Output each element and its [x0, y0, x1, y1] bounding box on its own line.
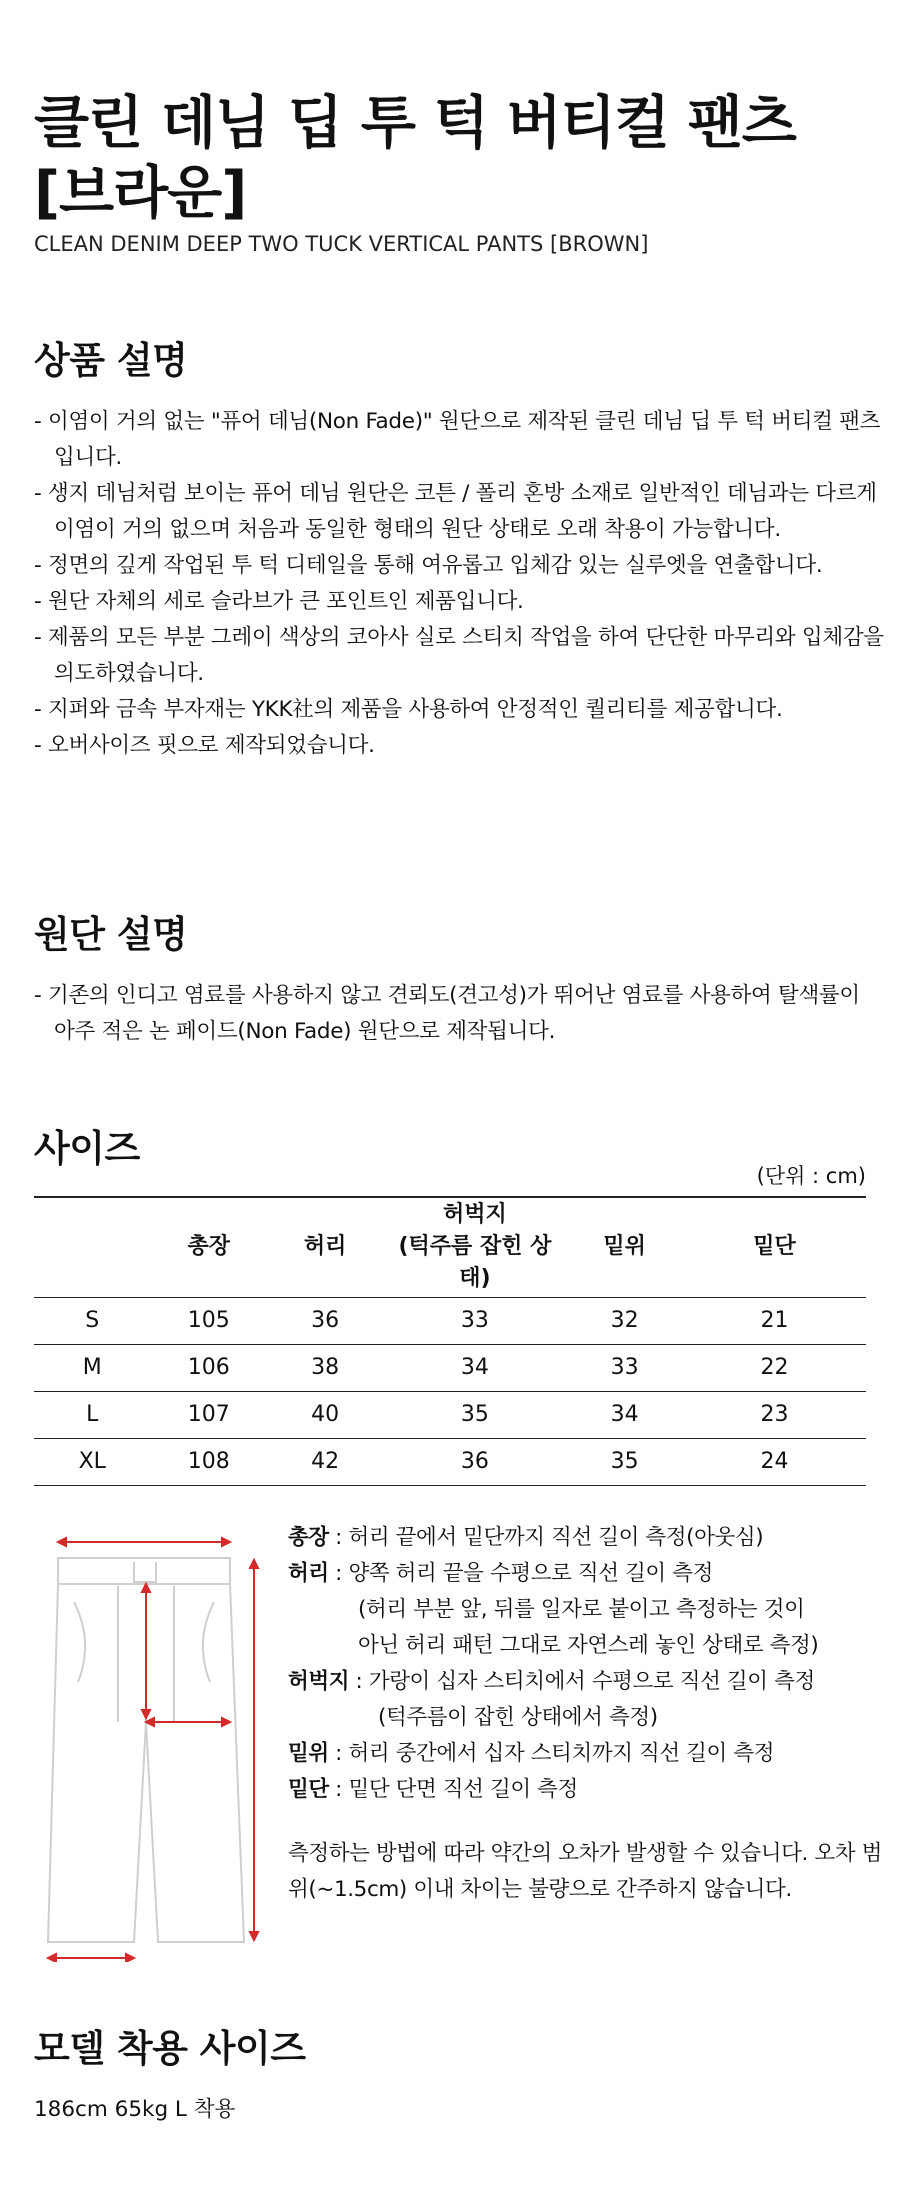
size-cell: L — [86, 1402, 99, 1427]
size-cell: 42 — [311, 1449, 340, 1474]
model-heading: 모델 착용 사이즈 — [34, 2027, 306, 2070]
model-size-text: 186cm 65kg L 착용 — [34, 2097, 236, 2122]
description-item: - 제품의 모든 부분 그레이 색상의 코아사 실로 스티치 작업을 하여 단단한 마무리와 입체감을 의도하였습니다. — [34, 625, 884, 686]
size-cell: 32 — [610, 1308, 639, 1333]
measure-label: 총장 — [288, 1525, 329, 1550]
size-unit: (단위 : cm) — [756, 1164, 866, 1188]
measure-error-note: 측정하는 방법에 따라 약간의 오차가 발생할 수 있습니다. 오차 범위(~1.5cm) 이내 차이는 불량으로 간주하지 않습니다. — [288, 1841, 882, 1902]
size-heading: 사이즈 — [34, 1127, 140, 1170]
description-item: - 이염이 거의 없는 "퓨어 데님(Non Fade)" 원단으로 제작된 클린 데님 딥 투 턱 버티컬 팬츠입니다. — [34, 409, 881, 470]
measure-text: : 가랑이 십자 스티치에서 수평으로 직선 길이 측정 — [349, 1669, 815, 1694]
fabric-item: - 기존의 인디고 염료를 사용하지 않고 견뢰도(견고성)가 뛰어난 염료를 사용하여 탈색률이 아주 적은 논 페이드(Non Fade) 원단으로 제작됩니다. — [34, 983, 860, 1044]
size-cell: 36 — [460, 1449, 489, 1474]
size-cell: 33 — [610, 1355, 639, 1380]
table-row — [34, 1391, 866, 1438]
description-item: - 정면의 깊게 작업된 투 턱 디테일을 통해 여유롭고 입체감 있는 실루엣을 연출합니다. — [34, 553, 823, 578]
product-title: 클린 데님 딥 투 턱 버티컬 팬츠 [브라운] — [34, 90, 796, 226]
size-cell: 21 — [760, 1308, 789, 1333]
size-cell: 35 — [460, 1402, 489, 1427]
measure-arrows — [48, 1538, 258, 1962]
measure-guide — [288, 1520, 888, 1808]
size-col-header: 총장 — [187, 1234, 230, 1260]
size-cell: 105 — [187, 1308, 230, 1333]
size-cell: 35 — [610, 1449, 639, 1474]
measure-thigh — [288, 1664, 888, 1700]
product-subtitle: CLEAN DENIM DEEP TWO TUCK VERTICAL PANTS [BROWN] — [34, 232, 649, 256]
measure-hem — [288, 1772, 888, 1808]
size-cell: 34 — [610, 1402, 639, 1427]
size-cell: 24 — [760, 1449, 789, 1474]
size-cell: 38 — [311, 1355, 340, 1380]
measure-waist — [288, 1556, 888, 1592]
description-heading: 상품 설명 — [34, 339, 188, 382]
measure-waist-note: (허리 부분 앞, 뒤를 일자로 붙이고 측정하는 것이 — [358, 1597, 805, 1622]
measure-waist-note: 아닌 허리 패턴 그대로 자연스레 놓인 상태로 측정) — [358, 1633, 819, 1658]
size-cell: 22 — [760, 1355, 789, 1380]
table-row — [34, 1297, 866, 1344]
measure-label: 밑위 — [288, 1741, 329, 1766]
fabric-heading: 원단 설명 — [34, 913, 188, 956]
size-cell: 40 — [311, 1402, 340, 1427]
table-row — [34, 1344, 866, 1391]
size-cell: 34 — [460, 1355, 489, 1380]
thigh-label: 허벅지 — [443, 1202, 507, 1228]
size-col-header: 허리 — [303, 1234, 347, 1260]
size-cell: 36 — [311, 1308, 340, 1333]
description-list — [34, 404, 884, 764]
measure-label: 밑단 — [288, 1777, 329, 1802]
measure-text: : 허리 끝에서 밑단까지 직선 길이 측정(아웃심) — [328, 1525, 764, 1550]
description-item: - 생지 데님처럼 보이는 퓨어 데님 원단은 코튼 / 폴리 혼방 소재로 일반적인 데님과는 다르게 이염이 거의 없으며 처음과 동일한 형태의 원단 상태로 오래 착용이 가능합니다. — [34, 481, 877, 542]
size-cell: 106 — [187, 1355, 230, 1380]
size-col-header — [34, 1197, 150, 1297]
size-col-header: 밑단 — [753, 1234, 796, 1260]
measure-total — [288, 1520, 888, 1556]
size-cell: 107 — [187, 1402, 230, 1427]
measure-label: 허리 — [288, 1561, 329, 1586]
pants-measure-diagram — [34, 1522, 270, 1962]
size-cell: 23 — [760, 1402, 789, 1427]
measure-text: : 밑단 단면 직선 길이 측정 — [328, 1777, 578, 1802]
size-cell: M — [82, 1355, 102, 1380]
measure-text: : 양쪽 허리 끝을 수평으로 직선 길이 측정 — [328, 1561, 713, 1586]
measure-text: : 허리 중간에서 십자 스티치까지 직선 길이 측정 — [328, 1741, 775, 1766]
size-cell: XL — [78, 1449, 106, 1474]
measure-label: 허벅지 — [288, 1669, 350, 1694]
description-item: - 원단 자체의 세로 슬라브가 큰 포인트인 제품입니다. — [34, 589, 524, 614]
description-item: - 지퍼와 금속 부자재는 YKK社의 제품을 사용하여 안정적인 퀄리티를 제공합니다. — [34, 697, 783, 722]
size-cell: 33 — [460, 1308, 489, 1333]
size-cell: S — [85, 1308, 100, 1333]
fabric-list — [34, 978, 884, 1050]
size-col-header: 밑위 — [603, 1234, 646, 1260]
thigh-sub-label: (턱주름 잡힌 상태) — [398, 1234, 552, 1292]
table-row — [34, 1438, 866, 1485]
measure-rise — [288, 1736, 888, 1772]
size-cell: 108 — [187, 1449, 230, 1474]
measure-thigh-note: (턱주름이 잡힌 상태에서 측정) — [378, 1705, 658, 1730]
size-col-header-thigh — [383, 1197, 566, 1297]
size-table-header — [34, 1197, 866, 1297]
size-table — [34, 1196, 866, 1486]
description-item: - 오버사이즈 핏으로 제작되었습니다. — [34, 733, 375, 758]
